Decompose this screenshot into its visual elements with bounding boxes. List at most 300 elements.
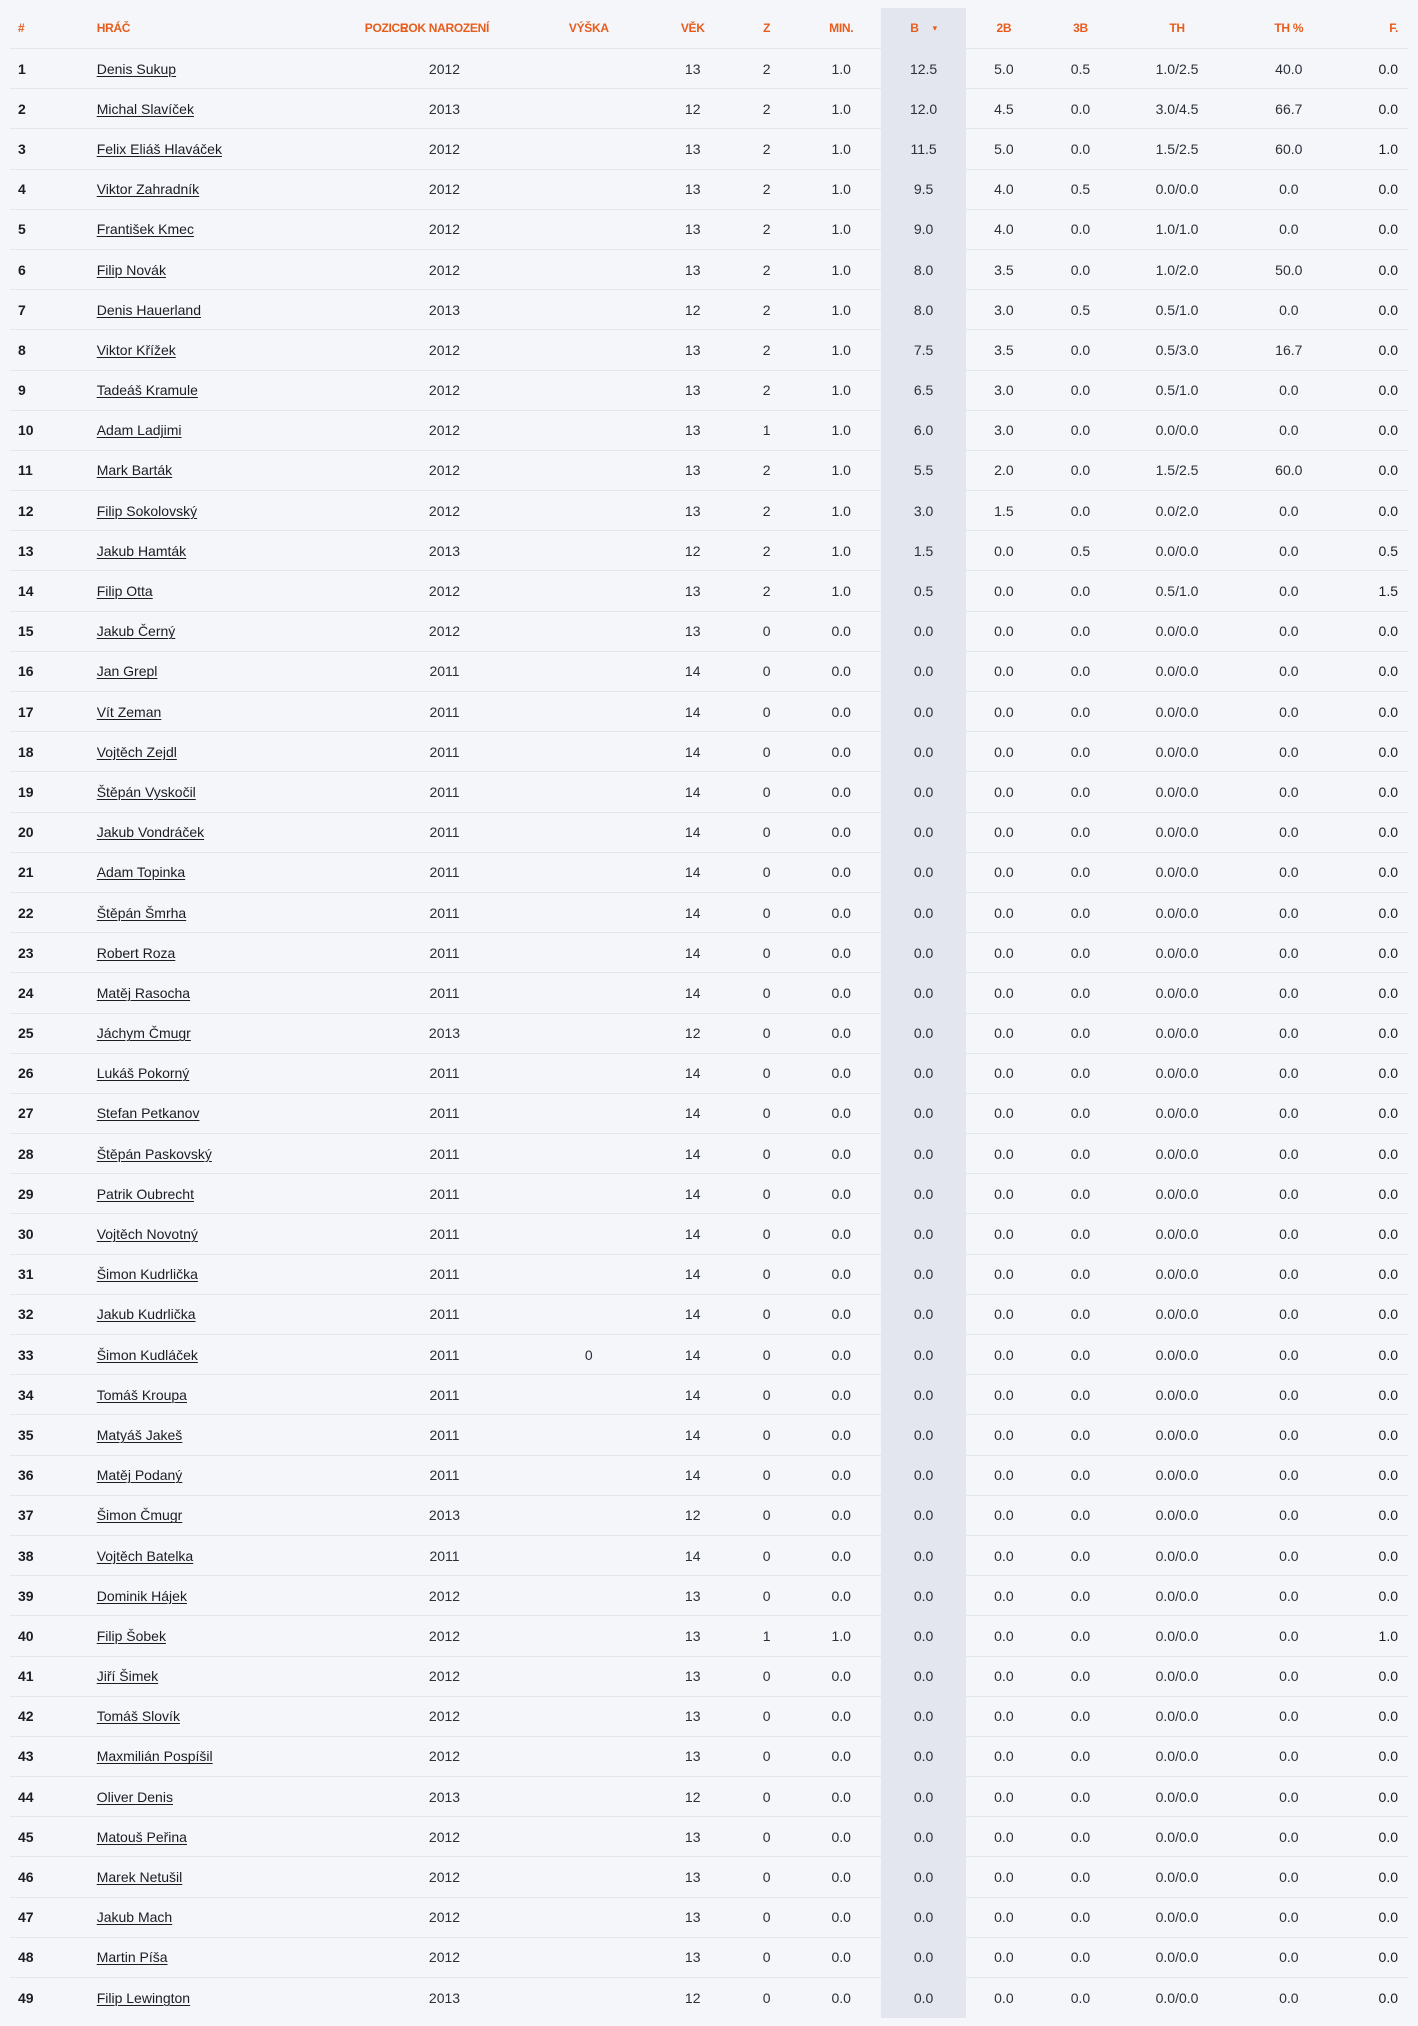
points-cell: 0.0 [881,1294,966,1334]
birth-year-cell: 2012 [428,1708,461,1725]
height-cell [524,892,653,932]
row-rank: 29 [18,1185,34,1202]
minutes-cell: 1.0 [831,341,851,358]
player-name-link[interactable]: Jakub Kudrlička [96,1306,196,1323]
fouls-cell: 0.0 [1378,1426,1398,1443]
player-name-link[interactable]: Jakub Vondráček [96,824,205,841]
minutes-cell: 1.0 [831,462,851,479]
player-name-cell [89,852,365,892]
birth-year-cell: 2012 [428,623,461,640]
age-cell: 14 [684,944,701,961]
height-cell [524,249,653,289]
player-name-link[interactable]: Denis Hauerland [96,301,201,318]
player-name-cell [89,1736,365,1776]
table-row [10,1937,1408,1977]
minutes-cell: 1.0 [831,261,851,278]
fouls-cell: 0.0 [1378,1226,1398,1243]
birth-year-cell: 2011 [429,1145,460,1162]
player-name-cell [89,1616,365,1656]
player-name-cell [89,1897,365,1937]
player-name-cell [89,1214,365,1254]
player-name-link[interactable]: Filip Šobek [96,1627,166,1644]
table-row [10,370,1408,410]
player-name-link[interactable]: Štěpán Paskovský [96,1145,212,1162]
player-name-link[interactable]: Matyáš Jakeš [96,1426,183,1443]
points-cell: 7.5 [881,330,966,370]
height-cell [524,772,653,812]
free-throws-cell: 0.0/0.0 [1155,743,1199,760]
header-height[interactable]: VÝŠKA [568,21,609,35]
row-rank: 30 [18,1226,34,1243]
ft-percent-cell: 0.0 [1279,221,1299,238]
row-rank: 42 [18,1708,34,1725]
three-pointers-cell: 0.0 [1070,1587,1091,1604]
minutes-cell: 0.0 [831,1426,851,1443]
points-cell: 0.0 [881,1495,966,1535]
birth-year-cell: 2011 [429,824,460,841]
two-pointers-cell: 0.0 [994,1668,1014,1685]
minutes-cell: 0.0 [831,1587,851,1604]
birth-year-cell: 2012 [428,382,461,399]
player-name-link[interactable]: Felix Eliáš Hlaváček [96,140,222,157]
header-rank[interactable]: # [18,21,25,35]
player-name-cell [89,1696,365,1736]
row-rank: 19 [18,783,34,800]
free-throws-cell: 0.0/0.0 [1155,783,1199,800]
three-pointers-cell: 0.0 [1070,663,1091,680]
player-name-link[interactable]: Jiří Šimek [96,1668,159,1685]
free-throws-cell: 0.0/0.0 [1155,1426,1199,1443]
player-name-link[interactable]: Michal Slavíček [96,100,194,117]
points-cell: 0.0 [881,892,966,932]
table-row [10,1335,1408,1375]
three-pointers-cell: 0.5 [1070,181,1091,198]
minutes-cell: 0.0 [831,1909,851,1926]
player-name-link[interactable]: Filip Sokolovský [96,502,198,519]
two-pointers-cell: 0.0 [994,783,1014,800]
player-name-link[interactable]: Šimon Kudrlička [96,1266,198,1283]
row-rank: 48 [18,1949,34,1966]
player-name-cell [89,1777,365,1817]
table-row [10,1455,1408,1495]
two-pointers-cell: 0.0 [994,1547,1014,1564]
row-rank: 32 [18,1306,34,1323]
row-rank: 6 [18,261,26,278]
points-cell: 0.0 [881,1656,966,1696]
age-cell: 14 [684,904,701,921]
table-row [10,1736,1408,1776]
row-rank: 36 [18,1467,34,1484]
birth-year-cell: 2013 [428,1989,461,2006]
table-row [10,330,1408,370]
player-name-cell [89,89,365,129]
header-minutes[interactable]: MIN. [829,21,854,35]
fouls-cell: 0.0 [1378,703,1398,720]
games-cell: 2 [762,502,771,519]
row-rank: 37 [18,1507,34,1524]
player-name-link[interactable]: Dominik Hájek [96,1587,187,1604]
three-pointers-cell: 0.0 [1070,944,1091,961]
three-pointers-cell: 0.0 [1070,1627,1091,1644]
player-name-link[interactable]: Stefan Petkanov [96,1105,200,1122]
height-cell [524,1455,653,1495]
free-throws-cell: 0.0/0.0 [1155,1467,1199,1484]
free-throws-cell: 0.5/3.0 [1155,341,1199,358]
games-cell: 2 [762,100,771,117]
age-cell: 13 [684,1949,701,1966]
two-pointers-cell: 0.0 [994,1185,1014,1202]
birth-year-cell: 2012 [428,502,461,519]
games-cell: 2 [762,382,771,399]
header-ft-percent[interactable]: TH % [1274,21,1304,35]
age-cell: 12 [684,1025,701,1042]
header-player[interactable]: HRÁČ [96,21,131,35]
minutes-cell: 1.0 [831,60,851,77]
height-cell [524,410,653,450]
table-row [10,933,1408,973]
three-pointers-cell: 0.0 [1070,984,1091,1001]
age-cell: 12 [684,1989,701,2006]
table-row [10,1294,1408,1334]
player-name-link[interactable]: Šimon Kudláček [96,1346,198,1363]
three-pointers-cell: 0.5 [1070,60,1091,77]
points-cell: 0.0 [881,1375,966,1415]
player-name-link[interactable]: Adam Ladjimi [96,422,182,439]
row-rank: 49 [18,1989,34,2006]
birth-year-cell: 2011 [429,984,460,1001]
two-pointers-cell: 0.0 [994,1346,1014,1363]
three-pointers-cell: 0.0 [1070,1989,1091,2006]
height-cell [524,491,653,531]
fouls-cell: 0.0 [1378,181,1398,198]
player-name-link[interactable]: Jáchym Čmugr [96,1025,191,1042]
birth-year-cell: 2011 [429,1306,460,1323]
two-pointers-cell: 0.0 [994,1025,1014,1042]
three-pointers-cell: 0.0 [1070,382,1091,399]
height-cell [524,89,653,129]
header-free-throws[interactable]: TH [1169,21,1185,35]
ft-percent-cell: 0.0 [1279,1185,1299,1202]
header-fouls[interactable]: F. [1389,21,1398,35]
birth-year-cell: 2012 [428,1909,461,1926]
minutes-cell: 0.0 [831,623,851,640]
ft-percent-cell: 0.0 [1279,1547,1299,1564]
header-three-pointers[interactable]: 3B [1073,21,1088,35]
player-name-link[interactable]: Matěj Podaný [96,1467,183,1484]
age-cell: 13 [684,181,701,198]
table-row [10,1857,1408,1897]
table-row [10,1978,1408,2018]
table-row [10,1254,1408,1294]
free-throws-cell: 0.0/0.0 [1155,181,1199,198]
birth-year-cell: 2012 [428,181,461,198]
player-name-link[interactable]: Maxmilián Pospíšil [96,1748,213,1765]
height-cell [524,1053,653,1093]
player-name-cell [89,973,365,1013]
free-throws-cell: 0.0/0.0 [1155,422,1199,439]
free-throws-cell: 1.5/2.5 [1155,140,1199,157]
age-cell: 14 [684,703,701,720]
row-rank: 12 [18,502,34,519]
three-pointers-cell: 0.0 [1070,1306,1091,1323]
height-cell [524,290,653,330]
player-name-link[interactable]: Filip Novák [96,261,166,278]
free-throws-cell: 0.0/0.0 [1155,944,1199,961]
free-throws-cell: 0.0/0.0 [1155,1828,1199,1845]
player-name-cell [89,1455,365,1495]
ft-percent-cell: 0.0 [1279,984,1299,1001]
two-pointers-cell: 0.0 [994,1386,1014,1403]
row-rank: 44 [18,1788,34,1805]
height-cell [524,209,653,249]
games-cell: 0 [762,783,771,800]
points-cell: 11.5 [881,129,966,169]
three-pointers-cell: 0.5 [1070,542,1091,559]
player-name-link[interactable]: Martin Píša [96,1949,168,1966]
minutes-cell: 0.0 [831,1989,851,2006]
free-throws-cell: 0.0/0.0 [1155,904,1199,921]
two-pointers-cell: 0.0 [994,542,1014,559]
two-pointers-cell: 2.0 [994,462,1014,479]
three-pointers-cell: 0.0 [1070,1467,1091,1484]
table-row [10,611,1408,651]
two-pointers-cell: 0.0 [994,1105,1014,1122]
minutes-cell: 0.0 [831,984,851,1001]
row-rank: 46 [18,1869,34,1886]
player-name-link[interactable]: Robert Roza [96,944,176,961]
height-cell [524,852,653,892]
points-cell: 0.0 [881,812,966,852]
player-name-link[interactable]: Vojtěch Novotný [96,1226,198,1243]
ft-percent-cell: 0.0 [1279,583,1299,600]
points-cell: 0.0 [881,1897,966,1937]
ft-percent-cell: 0.0 [1279,422,1299,439]
fouls-cell: 0.0 [1378,623,1398,640]
header-age[interactable]: VĚK [680,21,705,35]
points-cell: 0.0 [881,772,966,812]
age-cell: 13 [684,1748,701,1765]
games-cell: 0 [762,1668,771,1685]
free-throws-cell: 0.0/0.0 [1155,1949,1199,1966]
birth-year-cell: 2012 [428,1748,461,1765]
minutes-cell: 1.0 [831,140,851,157]
player-name-link[interactable]: Patrik Oubrecht [96,1185,194,1202]
player-name-link[interactable]: Vít Zeman [96,703,162,720]
ft-percent-cell: 0.0 [1279,703,1299,720]
age-cell: 14 [684,1386,701,1403]
games-cell: 0 [762,1065,771,1082]
player-name-cell [89,209,365,249]
player-name-link[interactable]: Štěpán Šmrha [96,904,187,921]
ft-percent-cell: 0.0 [1279,1909,1299,1926]
player-name-link[interactable]: Tadeáš Kramule [96,382,198,399]
birth-year-cell: 2011 [429,663,460,680]
fouls-cell: 0.0 [1378,944,1398,961]
birth-year-cell: 2012 [428,1869,461,1886]
height-cell [524,49,653,89]
height-cell [524,1857,653,1897]
games-cell: 2 [762,462,771,479]
player-name-link[interactable]: Filip Otta [96,583,153,600]
player-name-cell [89,330,365,370]
player-name-cell [89,129,365,169]
two-pointers-cell: 3.0 [994,382,1014,399]
games-cell: 2 [762,60,771,77]
player-name-link[interactable]: Marek Netušil [96,1869,183,1886]
row-rank: 33 [18,1346,34,1363]
row-rank: 4 [18,181,26,198]
player-name-link[interactable]: Adam Topinka [96,864,186,881]
minutes-cell: 1.0 [831,502,851,519]
minutes-cell: 0.0 [831,1346,851,1363]
table-row [10,1576,1408,1616]
height-cell [524,531,653,571]
free-throws-cell: 0.0/0.0 [1155,1668,1199,1685]
fouls-cell: 0.0 [1378,1748,1398,1765]
player-name-link[interactable]: Tomáš Kroupa [96,1386,187,1403]
row-rank: 38 [18,1547,34,1564]
player-name-link[interactable]: Matěj Rasocha [96,984,191,1001]
height-cell [524,1093,653,1133]
fouls-cell: 0.0 [1378,382,1398,399]
minutes-cell: 0.0 [831,1185,851,1202]
points-cell: 9.5 [881,169,966,209]
player-name-cell [89,49,365,89]
player-name-link[interactable]: Šimon Čmugr [96,1507,183,1524]
ft-percent-cell: 0.0 [1279,743,1299,760]
player-name-link[interactable]: Matouš Peřina [96,1828,187,1845]
points-cell: 0.0 [881,1415,966,1455]
player-name-cell [89,410,365,450]
ft-percent-cell: 0.0 [1279,1989,1299,2006]
player-name-link[interactable]: Jan Grepl [96,663,158,680]
games-cell: 1 [762,1627,771,1644]
minutes-cell: 0.0 [831,944,851,961]
points-cell: 0.0 [881,1696,966,1736]
table-row [10,1174,1408,1214]
player-name-cell [89,290,365,330]
player-name-link[interactable]: Lukáš Pokorný [96,1065,190,1082]
header-points[interactable] [881,8,966,49]
ft-percent-cell: 16.7 [1275,341,1303,358]
table-row [10,89,1408,129]
player-name-link[interactable]: Mark Barták [96,462,173,479]
birth-year-cell: 2011 [429,703,460,720]
three-pointers-cell: 0.0 [1070,824,1091,841]
height-cell [524,933,653,973]
two-pointers-cell: 1.5 [994,502,1014,519]
fouls-cell: 1.0 [1378,1627,1398,1644]
birth-year-cell: 2011 [429,1467,460,1484]
player-name-link[interactable]: Jakub Mach [96,1909,173,1926]
row-rank: 26 [18,1065,34,1082]
player-name-link[interactable]: Štěpán Vyskočil [96,783,196,800]
player-name-link[interactable]: Filip Lewington [96,1989,191,2006]
player-name-link[interactable]: Vojtěch Batelka [96,1547,194,1564]
three-pointers-cell: 0.0 [1070,783,1091,800]
ft-percent-cell: 0.0 [1279,542,1299,559]
age-cell: 14 [684,783,701,800]
age-cell: 13 [684,583,701,600]
height-cell [524,1294,653,1334]
player-name-cell [89,651,365,691]
two-pointers-cell: 0.0 [994,1145,1014,1162]
points-cell: 0.0 [881,1013,966,1053]
player-name-link[interactable]: Oliver Denis [96,1788,173,1805]
header-birth-year[interactable]: ROK NAROZENÍ [399,21,490,35]
three-pointers-cell: 0.0 [1070,583,1091,600]
age-cell: 14 [684,1426,701,1443]
height-cell [524,1696,653,1736]
player-name-link[interactable]: Viktor Křížek [96,341,176,358]
birth-year-cell: 2013 [428,1025,461,1042]
row-rank: 25 [18,1025,34,1042]
player-name-link[interactable]: Jakub Hamták [96,542,187,559]
fouls-cell: 0.0 [1378,1507,1398,1524]
age-cell: 13 [684,1869,701,1886]
ft-percent-cell: 0.0 [1279,1949,1299,1966]
ft-percent-cell: 0.0 [1279,1065,1299,1082]
player-name-link[interactable]: Vojtěch Zejdl [96,743,177,760]
player-name-link[interactable]: František Kmec [96,221,194,238]
free-throws-cell: 0.0/0.0 [1155,1185,1199,1202]
minutes-cell: 0.0 [831,743,851,760]
fouls-cell: 0.5 [1378,542,1398,559]
minutes-cell: 0.0 [831,824,851,841]
birth-year-cell: 2011 [429,1105,460,1122]
player-name-cell [89,611,365,651]
age-cell: 14 [684,1266,701,1283]
points-cell: 0.0 [881,1535,966,1575]
table-row [10,772,1408,812]
fouls-cell: 0.0 [1378,1065,1398,1082]
row-rank: 43 [18,1748,34,1765]
player-name-link[interactable]: Denis Sukup [96,60,177,77]
two-pointers-cell: 4.0 [994,221,1014,238]
player-name-link[interactable]: Tomáš Slovík [96,1708,180,1725]
age-cell: 12 [684,100,701,117]
player-name-cell [89,571,365,611]
birth-year-cell: 2013 [428,542,461,559]
free-throws-cell: 1.0/2.5 [1155,60,1199,77]
three-pointers-cell: 0.0 [1070,703,1091,720]
points-cell: 0.0 [881,1978,966,2018]
two-pointers-cell: 3.0 [994,301,1014,318]
player-name-cell [89,370,365,410]
points-cell: 6.0 [881,410,966,450]
three-pointers-cell: 0.0 [1070,743,1091,760]
player-name-link[interactable]: Viktor Zahradník [96,181,200,198]
height-cell [524,1656,653,1696]
player-name-link[interactable]: Jakub Černý [96,623,176,640]
age-cell: 13 [684,1668,701,1685]
age-cell: 14 [684,1346,701,1363]
header-games[interactable]: Z [763,21,771,35]
row-rank: 3 [18,140,26,157]
two-pointers-cell: 0.0 [994,1306,1014,1323]
fouls-cell: 0.0 [1378,1909,1398,1926]
three-pointers-cell: 0.0 [1070,422,1091,439]
points-cell: 0.0 [881,732,966,772]
birth-year-cell: 2012 [428,1949,461,1966]
header-two-pointers[interactable]: 2B [996,21,1012,35]
table-row [10,1415,1408,1455]
minutes-cell: 0.0 [831,1105,851,1122]
minutes-cell: 1.0 [831,583,851,600]
ft-percent-cell: 0.0 [1279,1105,1299,1122]
height-cell [524,370,653,410]
two-pointers-cell: 0.0 [994,824,1014,841]
